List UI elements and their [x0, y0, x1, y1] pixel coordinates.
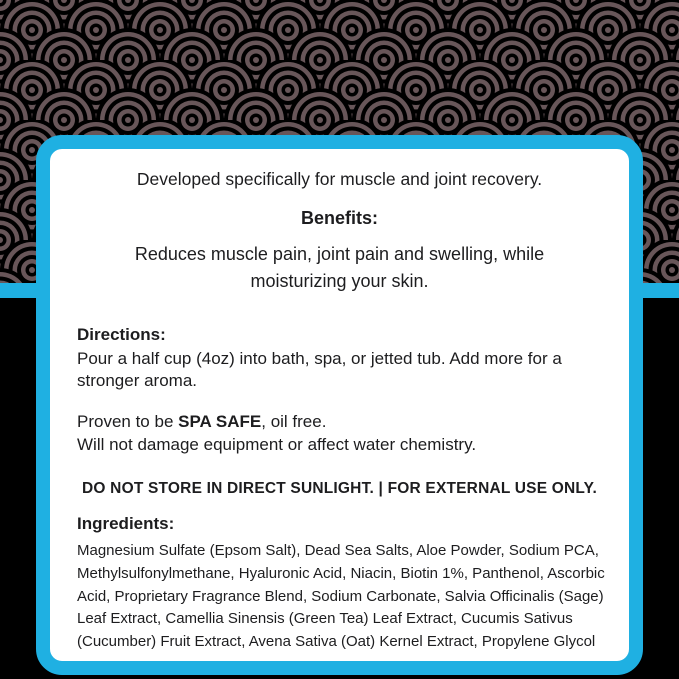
benefits-text-content: Reduces muscle pain, joint pain and swelling, while moisturizing your skin.	[134, 244, 545, 291]
directions-heading: Directions:	[77, 325, 166, 344]
spa-safe-prefix: Proven to be	[77, 412, 179, 431]
spa-safe-line1	[77, 411, 622, 434]
intro-text: Developed specifically for muscle and joint recovery.	[136, 169, 543, 189]
benefits-heading: Benefits:	[300, 208, 378, 228]
warning-line: DO NOT STORE IN DIRECT SUNLIGHT. | FOR EXTERNAL USE ONLY.	[82, 480, 597, 497]
ingredients-text: Magnesium Sulfate (Epsom Salt), Dead Sea Salts, Aloe Powder, Sodium PCA, Methylsulfonylmethane, Hyaluronic Acid, Niacin, Biotin 1%, Panthenol, Ascorbic Acid, Proprietary Fragrance Blend, Sodium Carbonate, Salvia Officinalis (Sage) Leaf Extract, Camellia Sinensis (Green Tea) Leaf Extract, Cucumis Sativus (Cucumber) Fruit Extract, Avena Sativa (Oat) Kernel Extract, Propylene Glycol	[77, 542, 605, 651]
benefits-text	[50, 241, 629, 295]
ingredients-heading: Ingredients:	[77, 514, 175, 533]
spa-safe-block	[77, 411, 622, 456]
label-card	[36, 135, 643, 675]
spa-safe-line2: Will not damage equipment or affect water chemistry.	[77, 434, 477, 454]
spa-safe-suffix: , oil free.	[261, 412, 327, 431]
spa-safe-emphasis: SPA SAFE	[178, 412, 262, 431]
directions-text: Pour a half cup (4oz) into bath, spa, or jetted tub. Add more for a stronger aroma.	[77, 349, 562, 390]
